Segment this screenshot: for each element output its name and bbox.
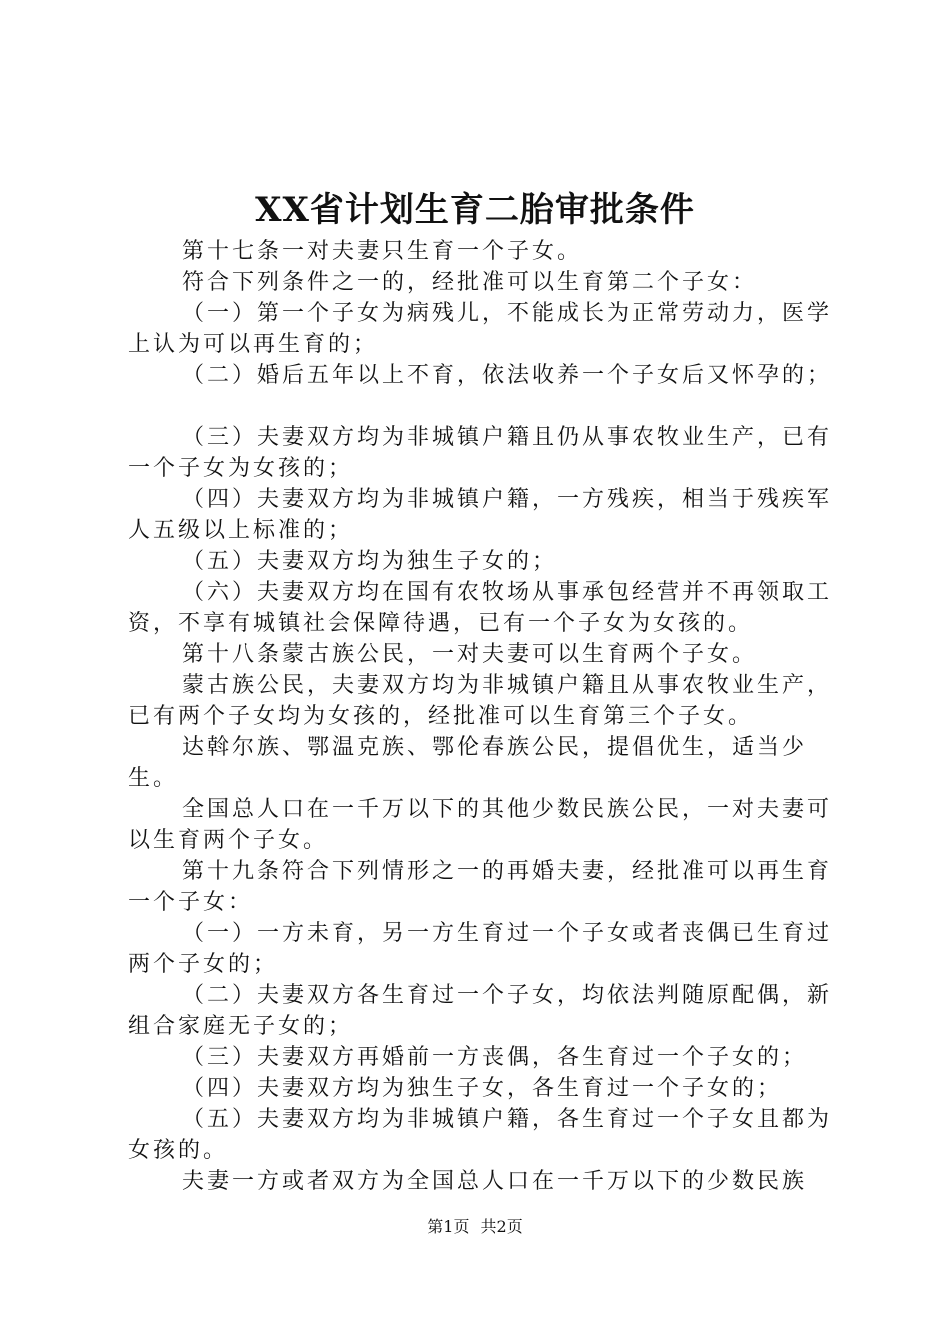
document-body: [128, 236, 833, 1197]
paragraph: （一）一方未育，另一方生育过一个子女或者丧偶已生育过两个子女的；: [128, 921, 833, 977]
blank-line: [128, 391, 833, 422]
paragraph: （二）婚后五年以上不育，依法收养一个子女后又怀孕的；: [182, 363, 833, 388]
paragraph: 第十七条一对夫妻只生育一个子女。: [182, 239, 583, 264]
page-number-total: 共2页: [480, 1217, 523, 1236]
paragraph: （三）夫妻双方均为非城镇户籍且仍从事农牧业生产，已有一个子女为女孩的；: [128, 425, 833, 481]
document-title: XX省计划生育二胎审批条件: [255, 190, 695, 230]
paragraph: （五）夫妻双方均为非城镇户籍，各生育过一个子女且都为女孩的。: [128, 1107, 833, 1163]
paragraph: 夫妻一方或者双方为全国总人口在一千万以下的少数民族: [182, 1169, 808, 1194]
paragraph: 第十九条符合下列情形之一的再婚夫妻，经批准可以再生育一个子女：: [128, 859, 833, 915]
paragraph: 第十八条蒙古族公民，一对夫妻可以生育两个子女。: [182, 642, 758, 667]
paragraph: （五）夫妻双方均为独生子女的；: [182, 549, 558, 574]
paragraph: （二）夫妻双方各生育过一个子女，均依法判随原配偶，新组合家庭无子女的；: [128, 983, 833, 1039]
paragraph: （一）第一个子女为病残儿，不能成长为正常劳动力，医学上认为可以再生育的；: [128, 301, 833, 357]
paragraph: （三）夫妻双方再婚前一方丧偶，各生育过一个子女的；: [182, 1045, 808, 1070]
paragraph: （四）夫妻双方均为独生子女，各生育过一个子女的；: [182, 1076, 783, 1101]
paragraph: 达斡尔族、鄂温克族、鄂伦春族公民，提倡优生，适当少生。: [128, 735, 808, 791]
paragraph: （四）夫妻双方均为非城镇户籍，一方残疾，相当于残疾军人五级以上标准的；: [128, 487, 833, 543]
paragraph: 蒙古族公民，夫妻双方均为非城镇户籍且从事农牧业生产，已有两个子女均为女孩的，经批准可以生育第三个子女。: [128, 673, 833, 729]
paragraph: 符合下列条件之一的，经批准可以生育第二个子女：: [182, 270, 758, 295]
paragraph: （六）夫妻双方均在国有农牧场从事承包经营并不再领取工资，不享有城镇社会保障待遇，已有一个子女为女孩的。: [128, 580, 833, 636]
page-footer: [0, 1216, 950, 1238]
paragraph: 全国总人口在一千万以下的其他少数民族公民，一对夫妻可以生育两个子女。: [128, 797, 833, 853]
page-number-current: 第1页: [427, 1217, 470, 1236]
